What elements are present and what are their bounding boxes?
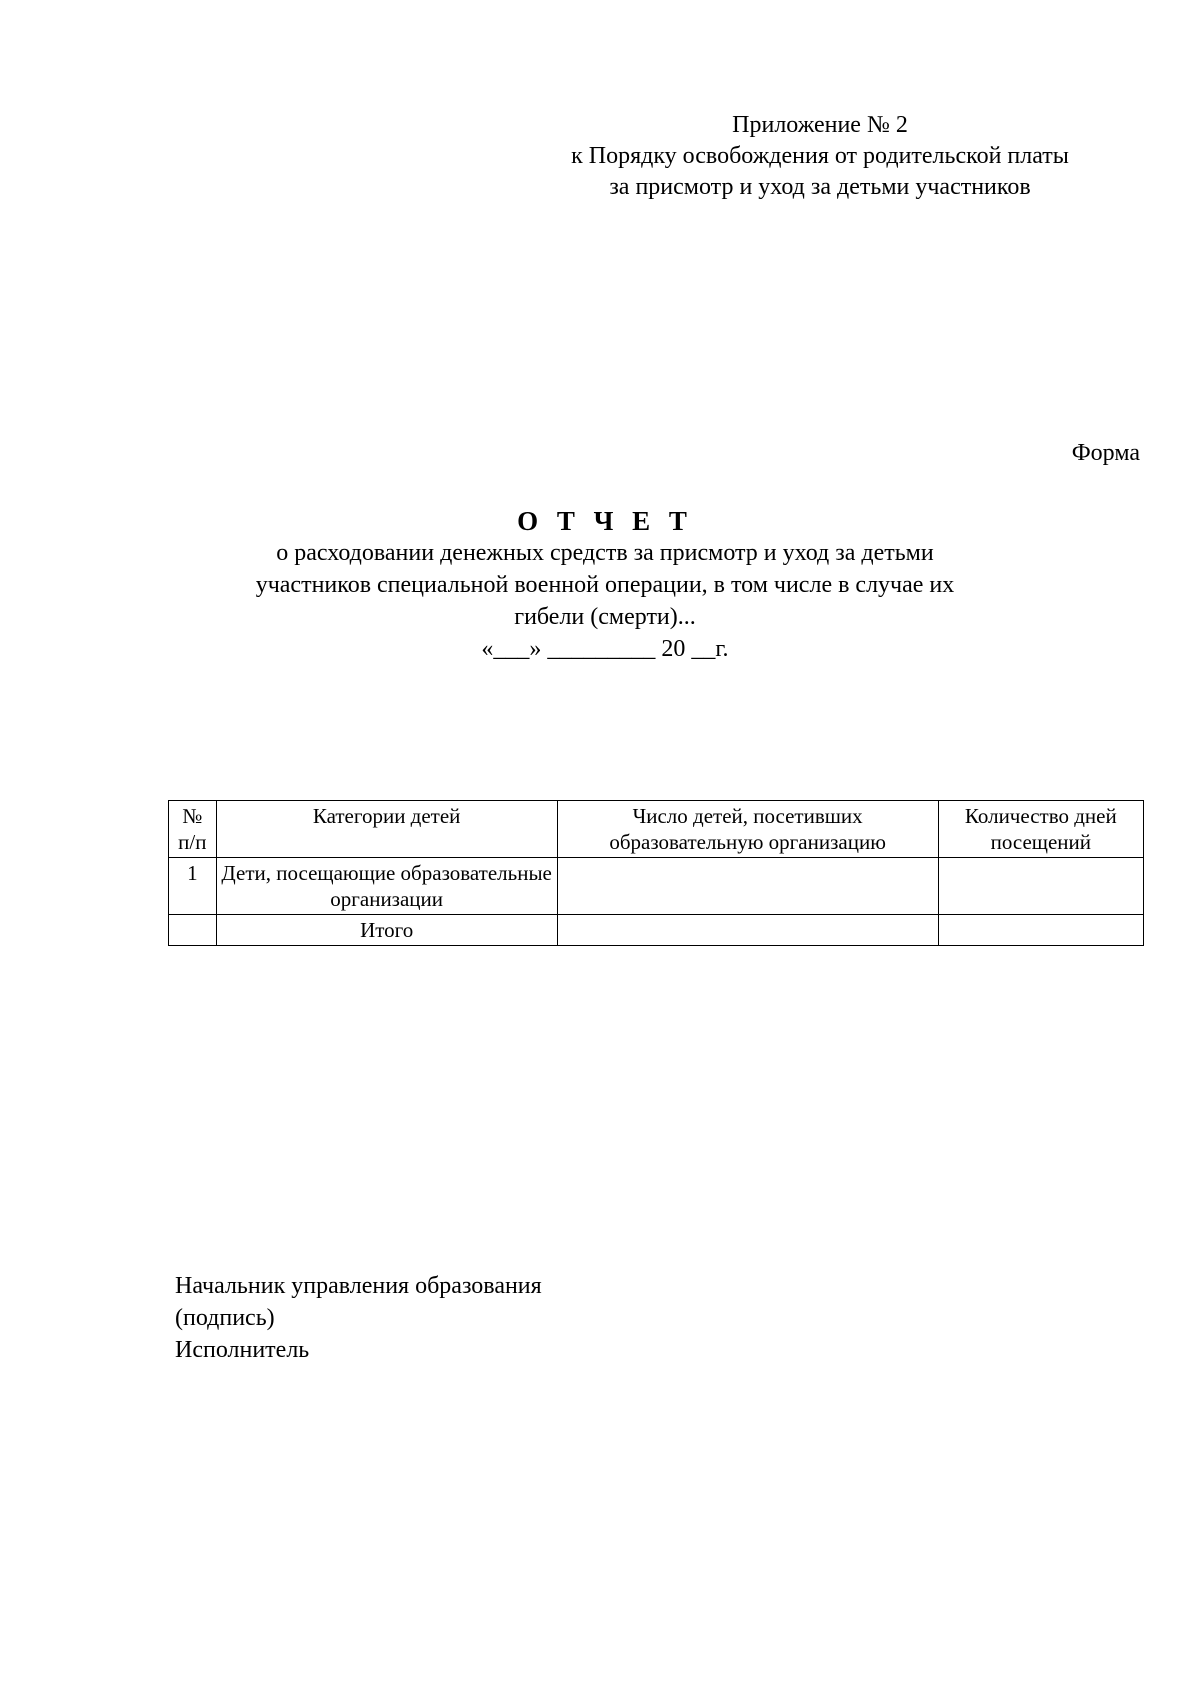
report-title: О Т Ч Е Т (517, 506, 693, 536)
signature-caption: (подпись) (175, 1305, 275, 1331)
appendix-line-3: за присмотр и уход за детьми участников (609, 174, 1031, 200)
report-title-block (240, 505, 970, 665)
signature-block (175, 1270, 542, 1366)
form-label: Форма (1071, 440, 1140, 466)
col-cat: Категории детей (216, 801, 557, 858)
appendix-line-2: к Порядку освобождения от родительской платы (571, 143, 1069, 169)
executor-label: Исполнитель (175, 1337, 310, 1363)
col-days: Количество дней посещений (938, 801, 1143, 858)
col-children: Число детей, посетивших образовательную организацию (557, 801, 938, 858)
report-date: «___» _________ 20 __г. (481, 636, 729, 662)
row-num: 1 (169, 858, 217, 915)
report-subtitle: о расходовании денежных средств за присмотр и уход за детьми участников специальной военной операции, в том числе в случае их гибели (смерти)... (255, 540, 955, 630)
report-table (168, 800, 1144, 946)
appendix-line-1: Приложение № 2 (732, 112, 908, 138)
head-title: Начальник управления образования (175, 1273, 542, 1299)
total-label: Итого (216, 915, 557, 946)
row-cat: Дети, посещающие образовательные организации (216, 858, 557, 915)
appendix-block (520, 110, 1120, 203)
col-num: № п/п (169, 801, 217, 858)
